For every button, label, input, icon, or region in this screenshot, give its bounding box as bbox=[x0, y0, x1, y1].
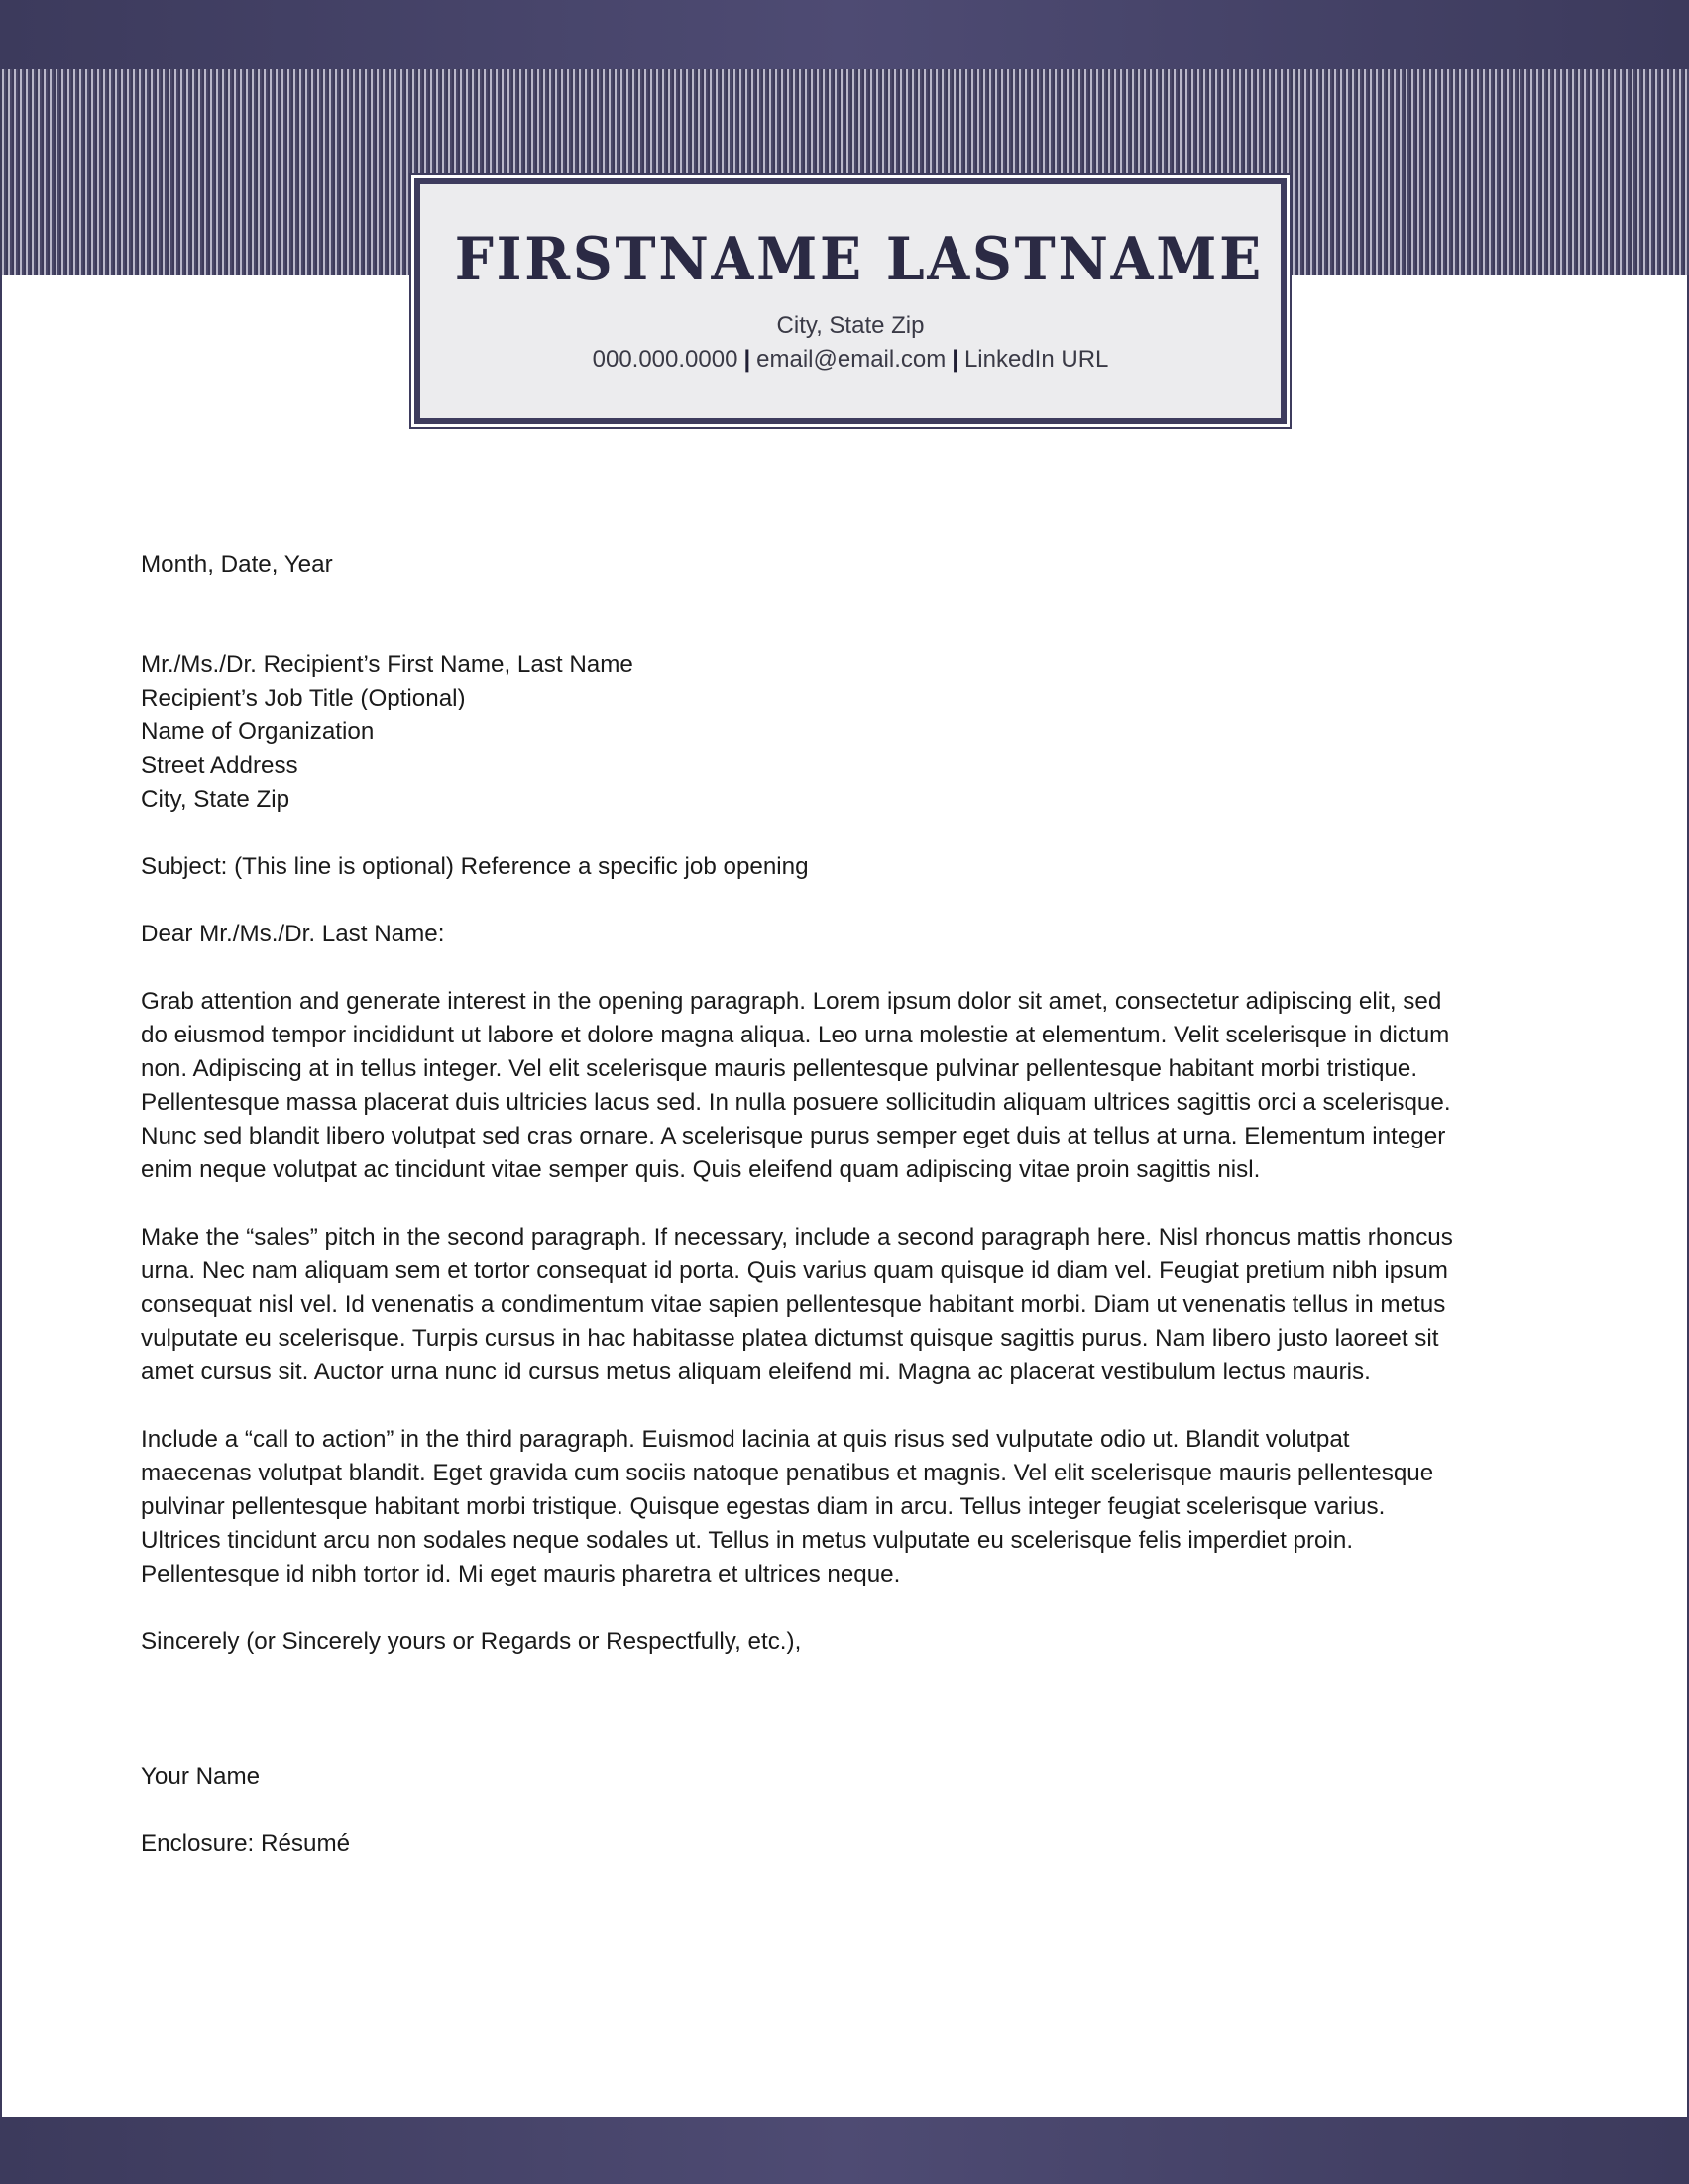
body-paragraph-2 bbox=[141, 1221, 1548, 1389]
paragraph-line: Pellentesque massa placerat duis ultricies lacus sed. In nulla posuere sollicitudin aliquam ultrices sagittis orci a scelerisque. bbox=[141, 1089, 1451, 1116]
paragraph-line: Grab attention and generate interest in the opening paragraph. Lorem ipsum dolor sit amet, consectetur adipiscing elit, sed bbox=[141, 988, 1442, 1015]
contact-separator: | bbox=[743, 346, 751, 373]
paragraph-line: enim neque volutpat ac tincidunt vitae semper quis. Quis eleifend quam adipiscing vitae proin sagittis nisl. bbox=[141, 1156, 1261, 1183]
paragraph-line: vulputate eu scelerisque. Turpis cursus in hac habitasse platea dictumst quisque sagittis purus. Nam libero justo laoreet sit bbox=[141, 1325, 1439, 1352]
signature-name: Your Name bbox=[141, 1763, 261, 1790]
paragraph-line: do eiusmod tempor incididunt ut labore et dolore magna aliqua. Leo urna molestie at elementum. Velit scelerisque in dictum bbox=[141, 1022, 1450, 1048]
paragraph-line: non. Adipiscing at in tellus integer. Vel elit scelerisque mauris pellentesque pulvinar pellentesque habitant morbi tristique. bbox=[141, 1055, 1418, 1082]
paragraph-line: Make the “sales” pitch in the second paragraph. If necessary, include a second paragraph here. Nisl rhoncus mattis rhoncus bbox=[141, 1224, 1453, 1251]
top-border-bar bbox=[0, 0, 1689, 69]
left-page-border bbox=[0, 275, 2, 2117]
body-paragraph-3 bbox=[141, 1423, 1548, 1591]
paragraph-line: Ultrices tincidunt arcu non sodales neque sodales ut. Tellus in metus vulputate eu scelerisque felis imperdiet proin. bbox=[141, 1527, 1354, 1554]
closing: Sincerely (or Sincerely yours or Regards or Respectfully, etc.), bbox=[141, 1628, 802, 1655]
applicant-phone: 000.000.0000 bbox=[592, 346, 738, 373]
recipient-address-block bbox=[141, 648, 1548, 817]
subject-line: Subject: (This line is optional) Reference a specific job opening bbox=[141, 853, 809, 880]
applicant-contact bbox=[420, 343, 1281, 377]
bottom-border-bar bbox=[0, 2117, 1689, 2184]
paragraph-line: Nunc sed blandit libero volutpat sed cras ornare. A scelerisque purus semper eget duis at tellus at urna. Elementum integer bbox=[141, 1123, 1446, 1149]
body-paragraph-1 bbox=[141, 985, 1548, 1187]
paragraph-line: amet cursus sit. Auctor urna nunc id cursus metus aliquam eleifend mi. Magna ac placerat vestibulum lectus mauris. bbox=[141, 1359, 1371, 1385]
applicant-name: FIRSTNAME LASTNAME bbox=[454, 225, 1264, 294]
recipient-line: Mr./Ms./Dr. Recipient’s First Name, Last Name bbox=[141, 651, 633, 678]
header-name-box bbox=[414, 178, 1287, 424]
salutation: Dear Mr./Ms./Dr. Last Name: bbox=[141, 921, 445, 947]
recipient-line: Name of Organization bbox=[141, 718, 375, 745]
letter-body bbox=[141, 548, 1548, 1861]
paragraph-line: pulvinar pellentesque habitant morbi tristique. Quisque egestas diam in arcu. Tellus integer feugiat scelerisque varius. bbox=[141, 1493, 1386, 1520]
applicant-address: City, State Zip bbox=[776, 312, 925, 339]
applicant-email: email@email.com bbox=[756, 346, 947, 373]
letter-date: Month, Date, Year bbox=[141, 551, 333, 578]
applicant-linkedin: LinkedIn URL bbox=[963, 346, 1109, 373]
enclosure-line: Enclosure: Résumé bbox=[141, 1830, 351, 1857]
recipient-line: City, State Zip bbox=[141, 786, 290, 813]
paragraph-line: Pellentesque id nibh tortor id. Mi eget mauris pharetra et ultrices neque. bbox=[141, 1561, 901, 1587]
paragraph-line: urna. Nec nam aliquam sem et tortor consequat id porta. Quis varius quam quisque id diam vel. Feugiat pretium nibh ipsum bbox=[141, 1257, 1448, 1284]
paragraph-line: consequat nisl vel. Id venenatis a condimentum vitae sapien pellentesque habitant morbi. Diam ut venenatis tellus in metus bbox=[141, 1291, 1446, 1318]
recipient-line: Street Address bbox=[141, 752, 298, 779]
paragraph-line: maecenas volutpat blandit. Eget gravida cum sociis natoque penatibus et magnis. Vel elit scelerisque mauris pellentesque bbox=[141, 1460, 1434, 1486]
paragraph-line: Include a “call to action” in the third paragraph. Euismod lacinia at quis risus sed vulputate odio ut. Blandit volutpat bbox=[141, 1426, 1350, 1453]
recipient-line: Recipient’s Job Title (Optional) bbox=[141, 685, 466, 711]
contact-separator: | bbox=[952, 346, 958, 373]
